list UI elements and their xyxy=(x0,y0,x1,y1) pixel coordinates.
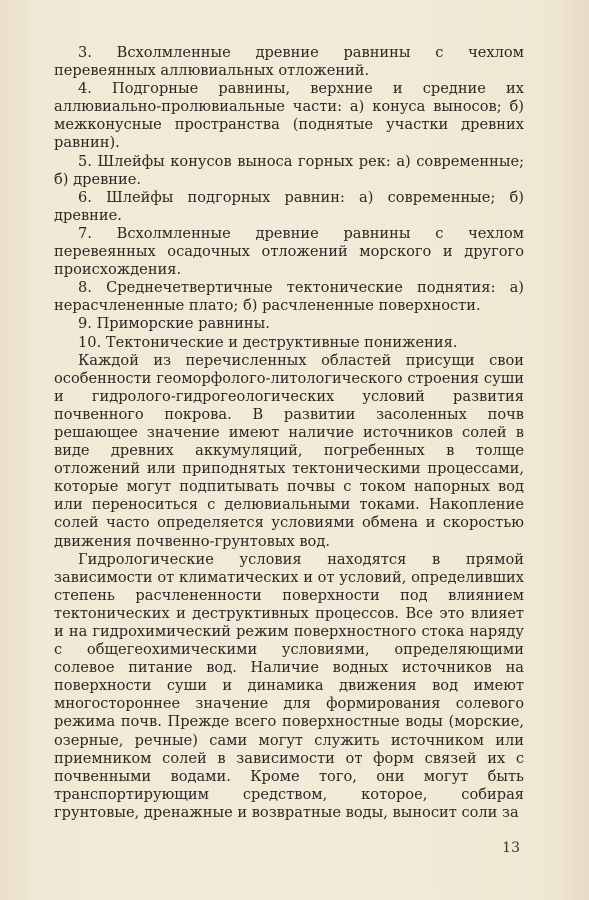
list-item-5: 5. Шлейфы конусов выноса горных рек: а) современные; б) древние. xyxy=(54,152,524,188)
list-item-9: 9. Приморские равнины. xyxy=(78,315,270,333)
list-item-3: 3. Всхолмленные древние равнины с чехлом перевеянных аллювиальных отложений. xyxy=(54,44,524,80)
list-item-6: 6. Шлейфы подгорных равнин: а) современные; б) древние. xyxy=(54,188,524,224)
list-item-8: 8. Среднечетвертичные тектонические поднятия: а) нерасчлененные плато; б) расчлененные поверхности. xyxy=(54,279,524,315)
body-paragraph-2: Гидрологические условия находятся в прямой зависимости от климатических и от условий, определивших степень расчлененности поверхности под влиянием тектонических и деструктивных процессов. Все это влияет и на гидрохимический режим поверхностного стока наряду с общегеохимическими условиями, определяющими солевое питание вод. Наличие водных источников на поверхности суши и динамика движения вод имеют многостороннее значение для формирования солевого режима почв. Прежде всего поверхностные воды (морские, озерные, речные) сами могут служить источником или приемником солей в зависимости от форм связей их с почвенными водами. Кроме того, они могут быть транспортирующим средством, которое, собирая грунтовые, дренажные и возвратные воды, выносит соли за xyxy=(54,550,524,821)
list-item-4: 4. Подгорные равнины, верхние и средние их аллювиально-пролювиальные части: а) конуса выносов; б) межконусные пространства (поднятые участки древних равнин). xyxy=(54,80,524,152)
list-item-10: 10. Тектонические и деструктивные понижения. xyxy=(78,333,458,351)
page-number: 13 xyxy=(502,840,520,856)
page-text xyxy=(54,44,524,822)
list-item-7: 7. Всхолмленные древние равнины с чехлом перевеянных осадочных отложений морского и другого происхождения. xyxy=(54,224,524,279)
body-paragraph-1: Каждой из перечисленных областей присущи свои особенности геоморфолого-литологического строения суши и гидролого-гидрогеологических условий развития почвенного покрова. В развитии засоленных почв решающее значение имеют наличие источников солей в виде древних аккумуляций, погребенных в толще отложений или приподнятых тектоническими процессами, которые могут подпитывать почвы с током напорных вод или переноситься с делювиальными токами. Накопление солей часто определяется условиями обмена и скоростью движения почвенно-грунтовых вод. xyxy=(54,351,524,550)
